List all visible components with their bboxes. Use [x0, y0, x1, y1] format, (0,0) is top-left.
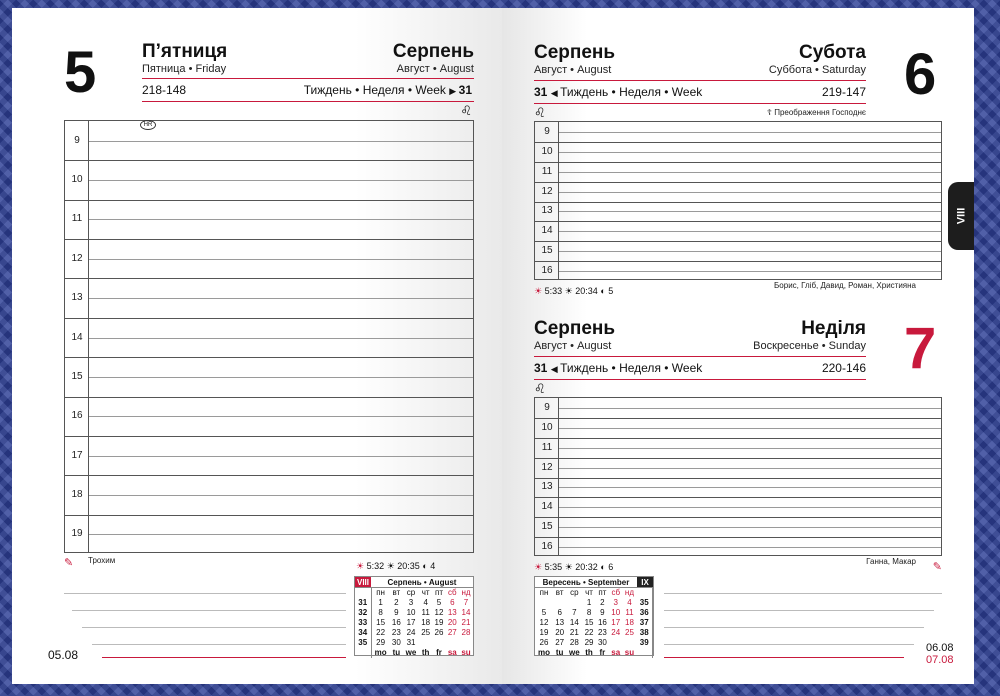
weekday-header: сб — [611, 588, 621, 597]
month-name: Серпень — [392, 41, 474, 62]
week-number-top: 31 — [534, 85, 548, 99]
hour-divider — [65, 200, 473, 201]
weekday-header: tu — [392, 648, 401, 657]
calendar-day: 6 — [557, 608, 562, 617]
half-hour-line — [559, 408, 941, 409]
week-number — [355, 648, 371, 658]
half-hour-line — [89, 338, 473, 339]
calendar-day: 29 — [584, 638, 594, 647]
calendar-day: 18 — [625, 618, 634, 627]
hour-divider — [535, 537, 941, 538]
hour-label: 15 — [541, 521, 553, 533]
hour-divider — [535, 418, 941, 419]
calendar-day: 21 — [569, 628, 579, 637]
hour-label: 13 — [541, 205, 553, 217]
calendar-day: 13 — [555, 618, 565, 627]
half-hour-line — [89, 377, 473, 378]
half-hour-line — [89, 534, 473, 535]
half-hour-line — [559, 428, 941, 429]
calendar-day: 28 — [461, 628, 471, 637]
hour-grid-bottom — [534, 397, 942, 556]
moon-phase: 5 — [608, 286, 614, 296]
pencil-icon: ✎ — [932, 561, 942, 573]
hour-label: 12 — [541, 461, 553, 473]
week-info-bottom: 31 ◀ Тиждень • Неделя • Week — [534, 361, 703, 375]
weekday-header: su — [461, 648, 471, 657]
hour-divider — [65, 160, 473, 161]
name-day-bottom: Ганна, Макар — [866, 557, 916, 566]
left-page — [12, 8, 502, 684]
hour-label: 13 — [71, 292, 83, 304]
week-number: 36 — [637, 608, 653, 618]
calendar-day: 4 — [627, 598, 632, 607]
calendar-day: 8 — [586, 608, 592, 617]
calendar-day: 7 — [572, 608, 577, 617]
day-code-bottom: 220-146 — [821, 361, 866, 375]
calendar-day: 2 — [394, 598, 399, 607]
week-number: 33 — [355, 618, 371, 628]
sunrise-time: 5:33 — [544, 286, 563, 296]
week-label-bottom: Тиждень • Неделя • Week — [560, 361, 703, 375]
weekday-header: fr — [599, 648, 606, 657]
day-code-top: 219-147 — [821, 85, 866, 99]
calendar-day: 26 — [539, 638, 549, 647]
mini-calendar-august — [354, 576, 474, 656]
sunset-icon: ☀ — [386, 561, 395, 571]
half-hour-line — [559, 547, 941, 548]
half-hour-line — [89, 456, 473, 457]
zodiac-leo-icon: ♌ — [534, 381, 546, 396]
half-hour-line — [89, 298, 473, 299]
half-hour-line — [559, 211, 941, 212]
day-name: П’ятниця — [142, 41, 228, 62]
sunrise-icon: ☀ — [534, 286, 543, 296]
week-info: Тиждень • Неделя • Week ▶ 31 — [303, 83, 472, 97]
sunrise-time: 5:35 — [544, 562, 563, 572]
calendar-day: 3 — [613, 598, 618, 607]
calendar-day: 2 — [600, 598, 605, 607]
hour-divider — [535, 142, 941, 143]
hour-label: 9 — [544, 125, 550, 137]
sunrise-icon: ☀ — [534, 562, 543, 572]
moon-phase: 6 — [608, 562, 614, 572]
half-hour-line — [559, 152, 941, 153]
half-hour-line — [559, 132, 941, 133]
sunset-icon: ☀ — [564, 562, 573, 572]
calendar-day: 19 — [539, 628, 549, 637]
calendar-day: 17 — [406, 618, 416, 627]
week-number: 31 — [355, 598, 371, 608]
mini-cal-month-num: VIII — [356, 578, 369, 587]
hour-divider — [65, 318, 473, 319]
mini-cal-title: Вересень • September — [542, 578, 630, 587]
calendar-day: 31 — [406, 638, 416, 647]
half-hour-line — [559, 192, 941, 193]
calendar-day: 19 — [434, 618, 444, 627]
week-number: 34 — [355, 628, 371, 638]
hour-divider — [65, 436, 473, 437]
calendar-day: 14 — [569, 618, 579, 627]
hour-label: 16 — [541, 541, 553, 553]
calendar-day: 9 — [394, 608, 399, 617]
sunrise-icon: ☀ — [356, 561, 365, 571]
half-hour-line — [89, 416, 473, 417]
calendar-day: 24 — [611, 628, 621, 637]
cross-icon: ☦ — [766, 108, 772, 117]
hour-label: 10 — [71, 174, 83, 186]
hour-divider — [65, 239, 473, 240]
calendar-day: 26 — [434, 628, 444, 637]
week-number: 31 — [458, 83, 472, 97]
hour-label: 16 — [541, 265, 553, 277]
hour-divider — [535, 438, 941, 439]
mini-cal-month-num: IX — [637, 577, 653, 587]
month-sub-top: Август • August — [534, 64, 612, 76]
half-hour-line — [559, 231, 941, 232]
calendar-day — [419, 638, 432, 648]
hour-label: 13 — [541, 481, 553, 493]
hour-grid — [64, 120, 474, 553]
calendar-day: 10 — [406, 608, 416, 617]
hour-divider — [535, 478, 941, 479]
weekday-header: su — [624, 648, 635, 657]
hour-divider — [535, 261, 941, 262]
month-sub: Август • August — [396, 63, 474, 75]
calendar-day: 17 — [611, 618, 621, 627]
hour-label: 11 — [541, 165, 553, 177]
corner-date-1: 06.08 — [926, 642, 954, 654]
half-hour-line — [559, 172, 941, 173]
zodiac-leo-icon: ♌ — [534, 105, 546, 120]
calendar-day: 11 — [625, 608, 634, 617]
calendar-day: 23 — [597, 628, 607, 637]
calendar-day — [535, 598, 553, 608]
week-label-top: Тиждень • Неделя • Week — [560, 85, 703, 99]
weekday-header: пн — [376, 588, 385, 597]
hour-label: 17 — [71, 449, 83, 461]
half-hour-line — [559, 527, 941, 528]
weekday-header: fr — [436, 648, 442, 657]
hour-divider — [535, 458, 941, 459]
calendar-day: 15 — [376, 618, 386, 627]
calendar-day: 9 — [600, 608, 605, 617]
calendar-day — [622, 638, 636, 648]
weekday-header: we — [569, 648, 580, 657]
hour-divider — [535, 162, 941, 163]
day-sub-top: Суббота • Saturday — [768, 64, 866, 76]
calendar-day: 1 — [378, 598, 383, 607]
week-number: 38 — [637, 628, 653, 638]
calendar-day: 20 — [447, 618, 457, 627]
half-hour-line — [559, 507, 941, 508]
calendar-day: 4 — [423, 598, 428, 607]
calendar-day: 27 — [555, 638, 565, 647]
day-code: 218-148 — [142, 83, 187, 97]
calendar-day: 25 — [421, 628, 431, 637]
calendar-day: 6 — [450, 598, 455, 607]
moon-phase: 4 — [430, 561, 436, 571]
half-hour-line — [559, 487, 941, 488]
weekday-header: чт — [421, 588, 430, 597]
calendar-day: 16 — [597, 618, 607, 627]
week-info-top: 31 ◀ Тиждень • Неделя • Week — [534, 85, 703, 99]
weekday-header: нд — [624, 588, 635, 597]
week-number: 32 — [355, 608, 371, 618]
week-number — [355, 588, 371, 598]
half-hour-line — [559, 468, 941, 469]
calendar-day: 25 — [625, 628, 634, 637]
week-label: Тиждень • Неделя • Week — [303, 83, 446, 97]
calendar-day: 5 — [436, 598, 442, 607]
hour-grid-top — [534, 121, 942, 280]
hour-label: 14 — [541, 225, 553, 237]
day-name-bottom: Неділя — [801, 318, 866, 339]
weekday-header: вт — [392, 588, 401, 597]
weekday-header: th — [421, 648, 430, 657]
calendar-day: 13 — [447, 608, 457, 617]
half-hour-line — [559, 251, 941, 252]
week-number — [637, 588, 653, 598]
corner-date: 05.08 — [48, 648, 79, 662]
calendar-day — [609, 638, 622, 648]
weekday-header: сб — [448, 588, 457, 597]
corner-date-2: 07.08 — [926, 654, 954, 666]
week-number: 39 — [637, 638, 653, 648]
half-hour-line — [89, 495, 473, 496]
mini-cal-title: Серпень • August — [387, 578, 457, 587]
moon-phase-icon: ◐ — [422, 561, 428, 571]
hour-divider — [535, 202, 941, 203]
calendar-day: 12 — [539, 618, 549, 627]
calendar-day: 21 — [461, 618, 471, 627]
holiday-top — [767, 108, 866, 117]
calendar-day — [446, 638, 459, 648]
calendar-day: 18 — [421, 618, 431, 627]
sunset-icon: ☀ — [564, 286, 573, 296]
hour-label: 14 — [541, 501, 553, 513]
hour-label: 19 — [71, 528, 83, 540]
calendar-day: 27 — [447, 628, 457, 637]
month-name-top: Серпень — [534, 42, 616, 63]
hour-divider — [65, 475, 473, 476]
sun-info — [356, 561, 435, 572]
half-hour-line — [89, 259, 473, 260]
hour-divider — [65, 397, 473, 398]
hour-divider — [535, 497, 941, 498]
calendar-day: 7 — [463, 598, 469, 607]
calendar-day: 14 — [461, 608, 471, 617]
calendar-day: 22 — [376, 628, 386, 637]
weekday-header: пн — [539, 588, 549, 597]
hour-label: 16 — [71, 410, 83, 422]
zodiac-leo-icon: ♌ — [460, 103, 472, 118]
calendar-day: 23 — [391, 628, 401, 637]
weekday-header: we — [405, 648, 417, 657]
hour-divider — [65, 357, 473, 358]
calendar-day — [432, 638, 445, 648]
week-number: 37 — [637, 618, 653, 628]
calendar-day: 15 — [584, 618, 594, 627]
week-number — [637, 648, 653, 658]
calendar-day — [566, 598, 582, 608]
hour-label: 12 — [541, 185, 553, 197]
calendar-day: 24 — [406, 628, 416, 637]
week-number-bottom: 31 — [534, 361, 548, 375]
calendar-day: 11 — [421, 608, 430, 617]
sunrise-time: 5:32 — [366, 561, 385, 571]
holiday-badge: HR — [140, 120, 156, 130]
half-hour-line — [89, 219, 473, 220]
sun-info-top — [534, 286, 613, 297]
half-hour-line — [89, 141, 473, 142]
name-day-top: Борис, Гліб, Давид, Роман, Християна — [774, 281, 916, 290]
calendar-day: 3 — [408, 598, 414, 607]
calendar-day: 22 — [584, 628, 594, 637]
hour-label: 12 — [71, 252, 83, 264]
mini-calendar-september — [534, 576, 654, 656]
day-number-top: 6 — [904, 42, 937, 107]
half-hour-line — [89, 180, 473, 181]
hour-label: 11 — [541, 441, 553, 453]
sunset-time: 20:34 — [575, 286, 598, 296]
weekday-header: sa — [611, 648, 621, 657]
hour-divider — [535, 241, 941, 242]
calendar-day — [459, 638, 473, 648]
calendar-day: 20 — [555, 628, 565, 637]
weekday-header: tu — [555, 648, 564, 657]
day-number-bottom: 7 — [904, 316, 937, 381]
weekday-header: ср — [570, 588, 579, 597]
day-number: 5 — [64, 40, 97, 105]
month-sub-bottom: Август • August — [534, 340, 612, 352]
calendar-day: 5 — [541, 608, 547, 617]
hour-label: 9 — [74, 134, 80, 146]
hour-label: 18 — [71, 488, 83, 500]
hour-divider — [535, 182, 941, 183]
calendar-day: 30 — [391, 638, 401, 647]
weekday-header: mo — [374, 648, 387, 657]
hour-label: 9 — [544, 401, 550, 413]
week-number: 35 — [637, 598, 653, 608]
moon-phase-icon: ◐ — [600, 562, 606, 572]
hour-label: 14 — [71, 331, 83, 343]
month-name-bottom: Серпень — [534, 318, 616, 339]
calendar-day — [553, 598, 566, 608]
right-page — [502, 8, 974, 684]
weekday-header: mo — [538, 648, 550, 657]
hour-divider — [535, 517, 941, 518]
weekday-header: ср — [406, 588, 416, 597]
sunset-time: 20:32 — [575, 562, 598, 572]
week-number: 35 — [355, 638, 371, 648]
day-sub-bottom: Воскресенье • Sunday — [753, 340, 866, 352]
day-sub: Пятница • Friday — [142, 63, 227, 75]
hour-divider — [65, 278, 473, 279]
sunset-time: 20:35 — [397, 561, 420, 571]
month-tab[interactable]: VIII — [948, 182, 974, 250]
hour-divider — [535, 221, 941, 222]
sun-info-bottom — [534, 562, 613, 573]
half-hour-line — [559, 448, 941, 449]
weekday-header: пт — [434, 588, 443, 597]
weekday-header: sa — [447, 648, 457, 657]
pencil-icon: ✎ — [64, 557, 74, 569]
hour-divider — [65, 515, 473, 516]
calendar-day: 29 — [376, 638, 386, 647]
calendar-day: 30 — [597, 638, 607, 647]
calendar-day: 28 — [569, 638, 579, 647]
hour-label: 11 — [71, 213, 83, 225]
hour-label: 10 — [541, 145, 553, 157]
weekday-header: вт — [555, 588, 564, 597]
calendar-day: 16 — [391, 618, 401, 627]
moon-phase-icon: ◐ — [600, 286, 606, 296]
hour-label: 15 — [541, 245, 553, 257]
calendar-day: 1 — [586, 598, 592, 607]
weekday-header: th — [585, 648, 593, 657]
weekday-header: пт — [598, 588, 607, 597]
day-name-top: Субота — [798, 42, 866, 63]
weekday-header: чт — [585, 588, 593, 597]
name-day: Трохим — [88, 556, 116, 565]
weekday-header: нд — [461, 588, 471, 597]
calendar-day: 8 — [378, 608, 383, 617]
half-hour-line — [559, 271, 941, 272]
calendar-day: 10 — [611, 608, 621, 617]
calendar-day: 12 — [434, 608, 444, 617]
holiday-name: Преображення Господнє — [774, 108, 866, 117]
hour-label: 10 — [541, 421, 553, 433]
hour-label: 15 — [71, 370, 83, 382]
